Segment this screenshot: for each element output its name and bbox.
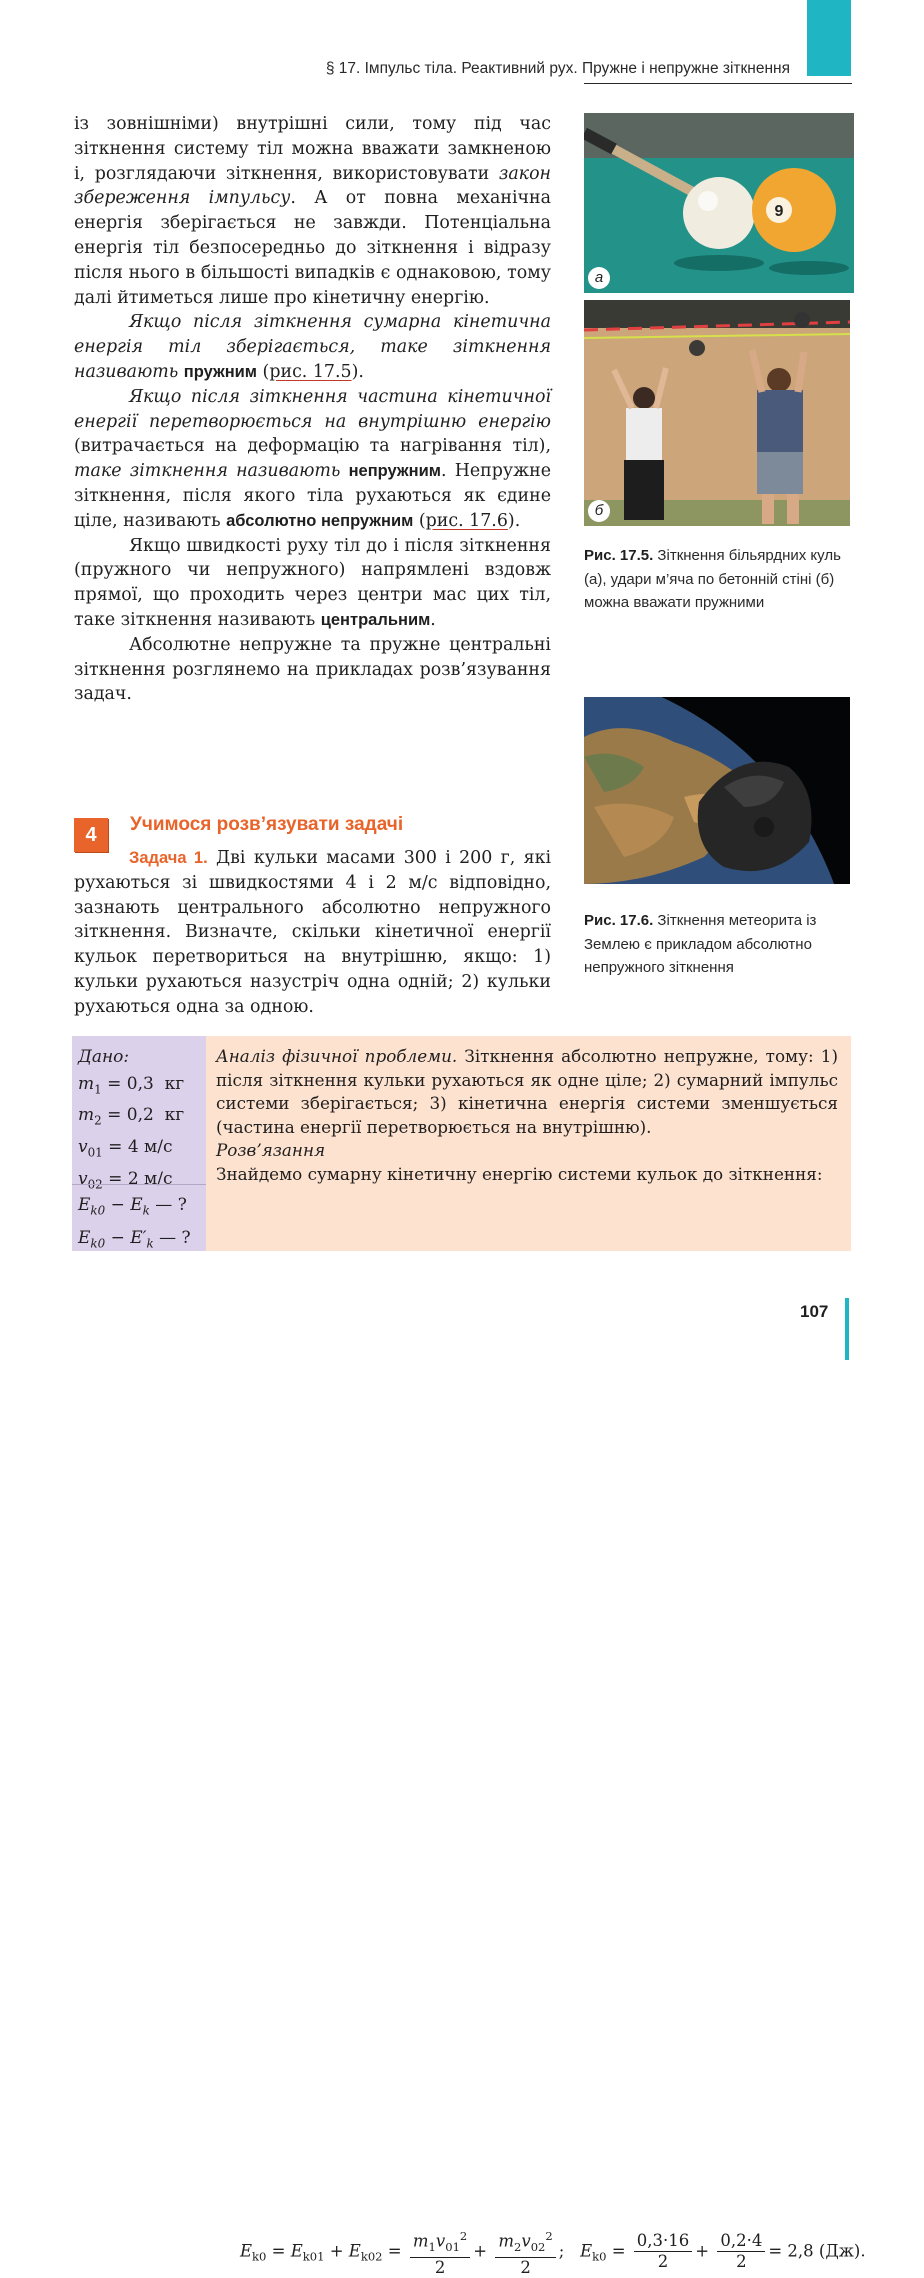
paragraph-central: Якщо швидкості руху тіл до і після зіткнення (пружного чи непружного) напрямлені вздовж прямої, що проходить через центри мас цих тіл, таке зіткнення називають центральним. bbox=[74, 535, 551, 630]
billiard-illustration bbox=[584, 113, 854, 293]
given-v02: $v_{02} = 2$ м/с bbox=[78, 1169, 173, 1192]
analysis-text: Аналіз фізичної проблеми. Зіткнення абсолютно непружне, тому: 1) після зіткнення кульки рухаються як одне ціле; 2) сумарний імпульс системи зберігається; 3) кінетична енергія системи зменшується (частина енергії перетворюється на внутрішню). Розв’язання Знайдемо сумарну кінетичну енергію системи кульок до зіткнення: bbox=[216, 1046, 838, 1184]
meteorite-illustration bbox=[584, 697, 850, 884]
kinetic-energy-formula: $E_{k0} = E_{k01} + E_{k02}$ = $\frac{m_1v_{01}^2}{2}$ + $\frac{m_2v_{02}^2}{2}$ ; $E_{k0}$ = $\frac{0,3\cdot 16}{2}$ + $\frac{0,2\cdot 4}{2}$ = 2,8 (Дж). bbox=[240, 2226, 866, 2278]
given-panel bbox=[72, 1036, 206, 1251]
figure-ref-17-5[interactable]: рис. 17.5 bbox=[269, 361, 352, 382]
task-label: Задача 1. bbox=[129, 849, 208, 867]
paragraph-1: із зовнішніми) внутрішні сили, тому під час зіткнення систему тіл можна вважати замкненою і, розглядаючи зіткнення, використовувати закон збереження імпульсу. А от повна механічна енергія зберігається не завжди. Потенціальна енергія тіл безпосередньо до зіткнення і відразу після нього в більшості випадків є однаковою, тому далі йтиметься лише про кінетичну енергію. bbox=[74, 114, 551, 308]
figure-caption-17-5: Рис. 17.5. Зіткнення більярдних куль (а), удари м’яча по бетонній стіні (б) можна вважати пружними bbox=[584, 547, 841, 611]
paragraph-inelastic-definition: Якщо після зіткнення частина кінетичної енергії перетворюється на внутрішню енергію (витрачається на деформацію та нагрівання тіл), таке зіткнення називають непружним. Непружне зіткнення, після якого тіла рухаються як єдине ціле, називають абсолютно непружним (рис. 17.6). bbox=[74, 386, 551, 531]
unknown-2: $E_{k0} - E'_k$ — ? bbox=[78, 1228, 191, 1251]
fraction-value-2: $\frac{0,2\cdot 4}{2}$ bbox=[717, 2231, 765, 2272]
figure-caption-17-6: Рис. 17.6. Зіткнення метеорита із Землею є прикладом абсолютно непружного зіткнення bbox=[584, 912, 817, 976]
running-header: § 17. Імпульс тіла. Реактивний рух. Пружне і непружне зіткнення bbox=[325, 60, 790, 77]
paragraph-elastic-definition: Якщо після зіткнення сумарна кінетична енергія тіл зберігається, таке зіткнення називають пружним (рис. 17.5). bbox=[74, 312, 551, 382]
paragraph-intro-examples: Абсолютне непружне та пружне центральні зіткнення розглянемо на прикладах розв’язування задач. bbox=[74, 634, 551, 705]
figure-label-b: б bbox=[588, 500, 610, 522]
task-1: Задача 1. Дві кульки масами 300 і 200 г, які рухаються зі швидкостями 4 і 2 м/с відповідно, зазнають центрального абсолютно непружного зіткнення. Визначте, скільки кінетичної енергії кульок перетвориться на внутрішню, якщо: 1) кульки рухаються назустріч одна одній; 2) кульки рухаються одна за одною. bbox=[74, 848, 552, 1017]
given-m1: $m_1 = 0,3$ кг bbox=[78, 1073, 185, 1096]
header-rule bbox=[584, 83, 852, 84]
formula-result: = 2,8 (Дж). bbox=[768, 2241, 866, 2261]
term-inelastic: непружним bbox=[348, 462, 441, 481]
ball-number: 9 bbox=[774, 203, 784, 220]
term-elastic: пружним bbox=[183, 362, 258, 381]
corner-tab bbox=[807, 0, 851, 76]
fraction-term-1: $\frac{m_1v_{01}^2}{2}$ bbox=[410, 2226, 470, 2278]
figure-ref-17-6[interactable]: рис. 17.6 bbox=[425, 510, 508, 531]
main-text-column bbox=[74, 112, 551, 707]
section-number-badge: 4 bbox=[74, 818, 108, 852]
page-number: 107 bbox=[800, 1302, 829, 1321]
given-v01: $v_{01} = 4$ м/с bbox=[78, 1137, 173, 1160]
solution-text: Знайдемо сумарну кінетичну енергію системи кульок до зіткнення: bbox=[216, 1163, 823, 1184]
wall-ball-illustration bbox=[584, 300, 850, 526]
given-title: Дано: bbox=[78, 1047, 130, 1067]
analysis-heading: Аналіз фізичної проблеми. bbox=[216, 1046, 458, 1066]
given-values bbox=[72, 1036, 206, 1198]
fraction-term-2: $\frac{m_2v_{02}^2}{2}$ bbox=[495, 2226, 555, 2278]
italic-term: закон збереження імпульсу bbox=[74, 163, 551, 209]
term-absolutely-inelastic: абсолютно непружним bbox=[226, 511, 414, 530]
section-title: Учимося розв’язувати задачі bbox=[130, 814, 404, 835]
page-bar bbox=[845, 1298, 849, 1360]
fraction-value-1: $\frac{0,3\cdot 16}{2}$ bbox=[634, 2231, 692, 2272]
photo-billiard-balls bbox=[584, 113, 854, 293]
given-m2: $m_2 = 0,2$ кг bbox=[78, 1105, 185, 1128]
figure-label-a: а bbox=[588, 267, 610, 289]
term-central: центральним bbox=[320, 610, 431, 629]
solution-heading: Розв’язання bbox=[216, 1140, 326, 1160]
photo-meteorite-earth bbox=[584, 697, 850, 884]
unknown-1: $E_{k0} - E_k$ — ? bbox=[78, 1195, 187, 1218]
given-unknowns bbox=[72, 1184, 206, 1251]
photo-wall-ball bbox=[584, 300, 850, 526]
